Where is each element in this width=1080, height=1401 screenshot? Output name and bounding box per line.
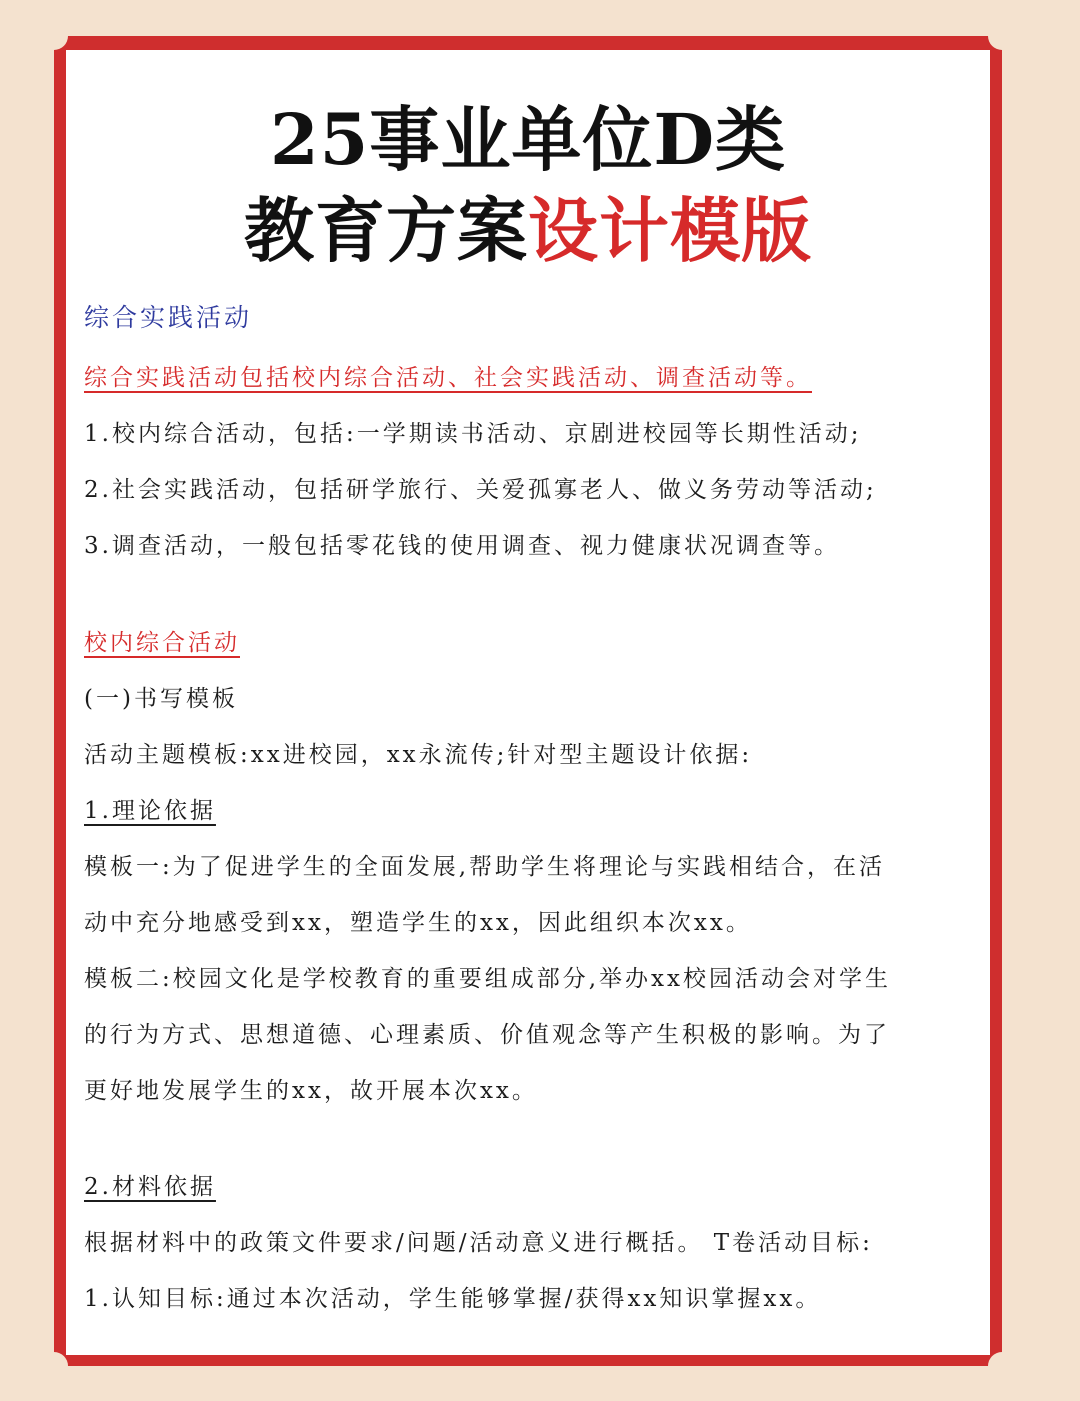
list-item: 1.校内综合活动，包括:一学期读书活动、京剧进校园等长期性活动; [84,421,862,447]
paragraph-line: 模板一:为了促进学生的全面发展,帮助学生将理论与实践相结合，在活 [84,854,886,880]
page-title-line2 [66,175,990,276]
paragraph-line: 动中充分地感受到xx，塑造学生的xx，因此组织本次xx。 [84,910,752,936]
page-title-line1: 25事业单位D类 [269,98,787,181]
paragraph-line: 1.认知目标:通过本次活动，学生能够掌握/获得xx知识掌握xx。 [84,1286,822,1312]
paragraph-line: 更好地发展学生的xx，故开展本次xx。 [84,1078,538,1104]
corner-notch [988,1352,1016,1380]
corner-notch [40,22,68,50]
corner-notch [988,22,1016,50]
title-black-part: 教育方案 [244,189,528,272]
section-heading-practice: 综合实践活动 [84,303,253,332]
paragraph-line: 根据材料中的政策文件要求/问题/活动意义进行概括。 T卷活动目标: [84,1230,873,1256]
theme-template-line: 活动主题模板:xx进校园，xx永流传;针对型主题设计依据: [84,742,753,768]
list-item: 2.社会实践活动，包括研学旅行、关爱孤寡老人、做义务劳动等活动; [84,477,877,503]
heading-material-basis: 2.材料依据 [84,1174,216,1200]
corner-notch [40,1352,68,1380]
list-item: 3.调查活动，一般包括零花钱的使用调查、视力健康状况调查等。 [84,533,840,559]
paragraph-line: 的行为方式、思想道德、心理素质、价值观念等产生积极的影响。为了 [84,1022,890,1048]
section-heading-school: 校内综合活动 [84,630,240,656]
subheading-template: (一)书写模板 [84,686,238,712]
heading-theory-basis: 1.理论依据 [84,798,216,824]
title-red-part: 设计模版 [528,189,812,272]
section-intro: 综合实践活动包括校内综合活动、社会实践活动、调查活动等。 [84,365,812,391]
paragraph-line: 模板二:校园文化是学校教育的重要组成部分,举办xx校园活动会对学生 [84,966,892,992]
